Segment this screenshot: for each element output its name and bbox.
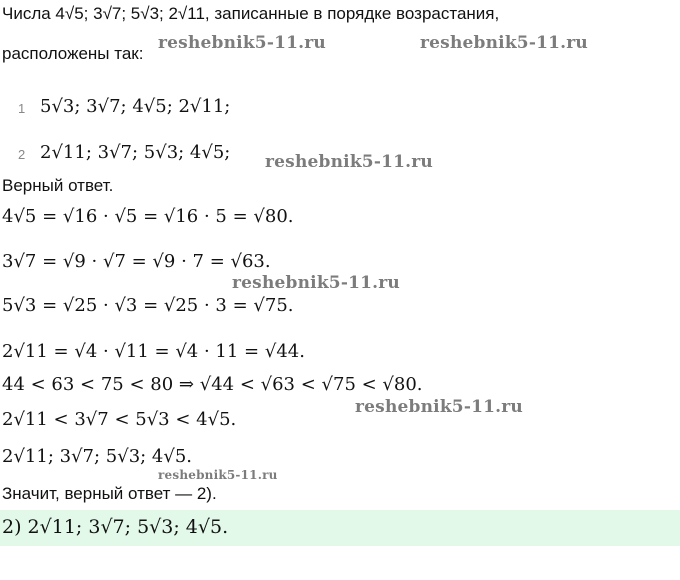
option-number-1: 1 [18, 101, 26, 116]
option-2-text[interactable]: 2√11; 3√7; 5√3; 4√5; [40, 142, 231, 163]
watermark: reshebnik5-11.ru [420, 33, 588, 53]
solution-header: Верный ответ. [2, 176, 114, 195]
option-number-2: 2 [18, 147, 26, 162]
watermark: reshebnik5-11.ru [158, 33, 326, 53]
solution-step-1: 4√5 = √16 · √5 = √16 · 5 = √80. [2, 206, 294, 227]
final-answer-box [0, 510, 680, 546]
option-1-text[interactable]: 5√3; 3√7; 4√5; 2√11; [40, 96, 231, 117]
watermark: reshebnik5-11.ru [232, 273, 400, 293]
final-answer-text: 2) 2√11; 3√7; 5√3; 4√5. [2, 516, 229, 538]
solution-order: 2√11 < 3√7 < 5√3 < 4√5. [2, 409, 237, 430]
task-text-line1: Числа 4√5; 3√7; 5√3; 2√11, записанные в порядке возрастания, [2, 4, 500, 23]
solution-compare: 44 < 63 < 75 < 80 ⇒ √44 < √63 < √75 < √80. [2, 374, 423, 395]
solution-step-3: 5√3 = √25 · √3 = √25 · 3 = √75. [2, 295, 294, 316]
watermark: reshebnik5-11.ru [265, 152, 433, 172]
watermark: reshebnik5-11.ru [158, 468, 278, 482]
solution-step-2: 3√7 = √9 · √7 = √9 · 7 = √63. [2, 251, 271, 272]
task-text-line2: расположены так: [2, 44, 144, 63]
solution-conclusion: Значит, верный ответ — 2). [2, 484, 217, 503]
watermark: reshebnik5-11.ru [355, 397, 523, 417]
solution-sequence: 2√11; 3√7; 5√3; 4√5. [2, 446, 193, 467]
solution-step-4: 2√11 = √4 · √11 = √4 · 11 = √44. [2, 341, 305, 362]
